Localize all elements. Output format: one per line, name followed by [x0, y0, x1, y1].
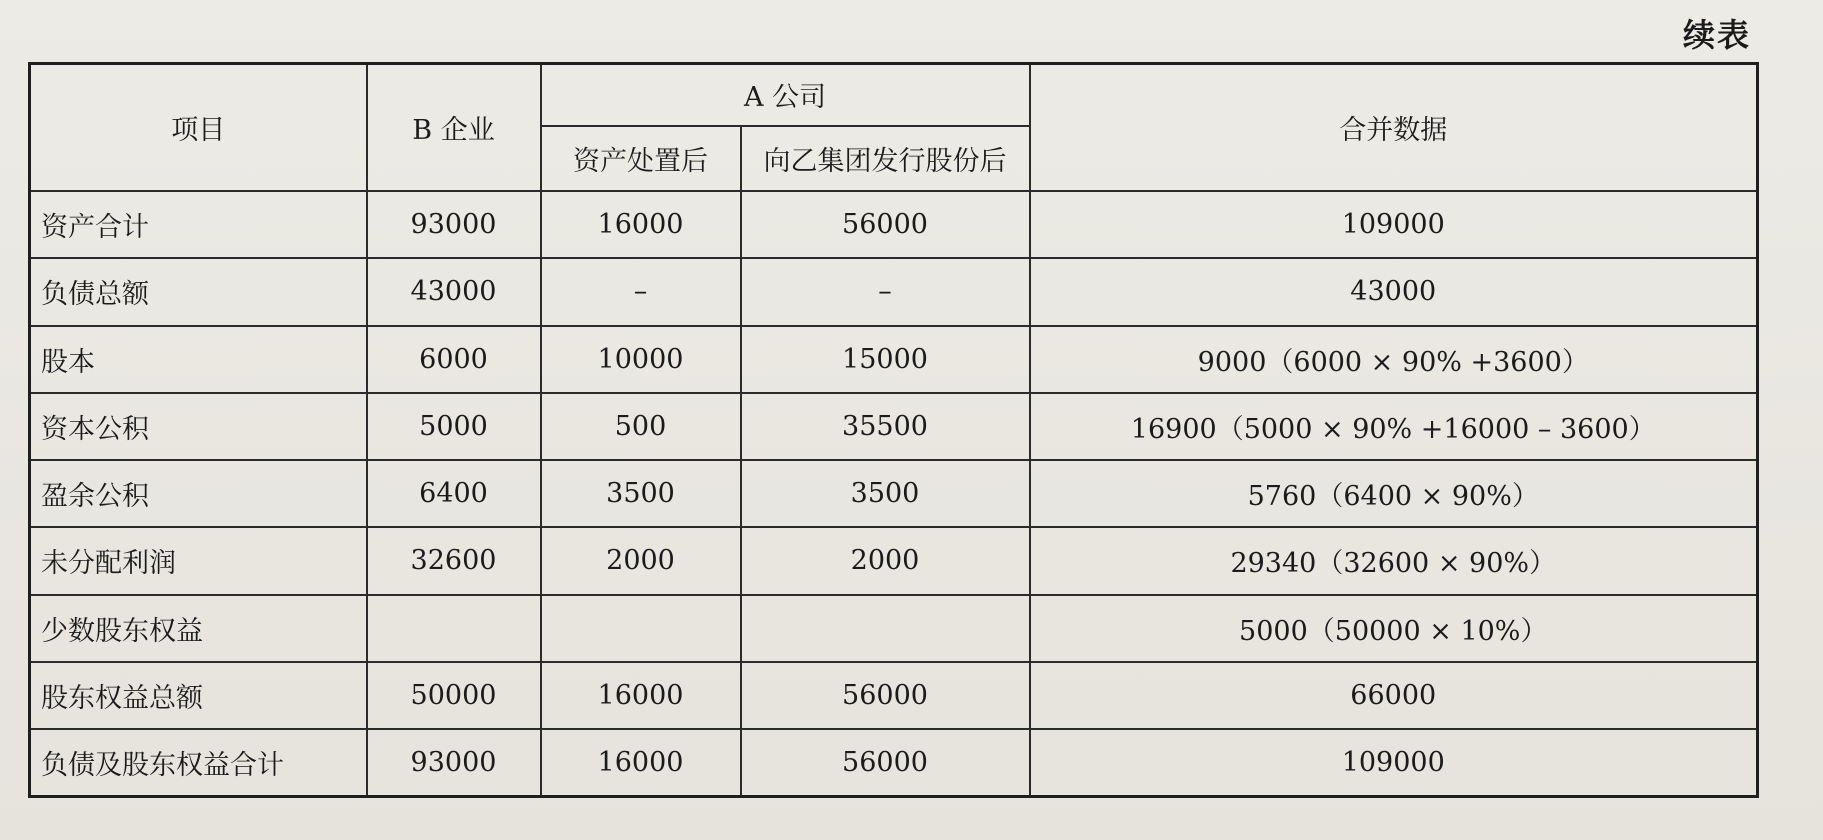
table-row	[30, 662, 1758, 729]
row-issue-value: 3500	[741, 460, 1030, 527]
header-after-disposal: 资产处置后	[541, 126, 741, 191]
row-merged-value: 16900（5000 × 90% +16000 – 3600）	[1030, 393, 1758, 460]
row-issue-value: 56000	[741, 191, 1030, 258]
row-disposal-value: 3500	[541, 460, 741, 527]
header-after-issue: 向乙集团发行股份后	[741, 126, 1030, 191]
row-b-value: 6400	[367, 460, 541, 527]
row-b-value: 50000	[367, 662, 541, 729]
row-disposal-value: 16000	[541, 191, 741, 258]
row-item: 资产合计	[30, 191, 367, 258]
row-merged-value: 109000	[1030, 191, 1758, 258]
header-row-1	[30, 64, 1758, 126]
header-merged: 合并数据	[1030, 64, 1758, 192]
row-item: 负债及股东权益合计	[30, 729, 367, 796]
row-item: 未分配利润	[30, 527, 367, 594]
table-row	[30, 393, 1758, 460]
row-issue-value: 56000	[741, 729, 1030, 796]
row-disposal-value	[541, 595, 741, 662]
row-disposal-value: 16000	[541, 662, 741, 729]
table-row	[30, 258, 1758, 325]
header-a-company: A 公司	[541, 64, 1030, 126]
row-disposal-value: 2000	[541, 527, 741, 594]
header-b-company: B 企业	[367, 64, 541, 192]
row-merged-value: 9000（6000 × 90% +3600）	[1030, 326, 1758, 393]
row-b-value: 5000	[367, 393, 541, 460]
row-merged-value: 66000	[1030, 662, 1758, 729]
table-row	[30, 191, 1758, 258]
row-issue-value: 35500	[741, 393, 1030, 460]
row-b-value: 93000	[367, 191, 541, 258]
row-b-value: 6000	[367, 326, 541, 393]
row-disposal-value: 500	[541, 393, 741, 460]
row-item: 股本	[30, 326, 367, 393]
row-b-value: 43000	[367, 258, 541, 325]
row-issue-value: –	[741, 258, 1030, 325]
row-issue-value: 2000	[741, 527, 1030, 594]
table-row	[30, 729, 1758, 796]
row-issue-value: 56000	[741, 662, 1030, 729]
row-merged-value: 109000	[1030, 729, 1758, 796]
row-b-value	[367, 595, 541, 662]
header-item: 项目	[30, 64, 367, 192]
row-disposal-value: 16000	[541, 729, 741, 796]
table-row	[30, 326, 1758, 393]
row-issue-value: 15000	[741, 326, 1030, 393]
row-item: 负债总额	[30, 258, 367, 325]
row-issue-value	[741, 595, 1030, 662]
table-row	[30, 595, 1758, 662]
row-merged-value: 5760（6400 × 90%）	[1030, 460, 1758, 527]
row-merged-value: 43000	[1030, 258, 1758, 325]
row-merged-value: 29340（32600 × 90%）	[1030, 527, 1758, 594]
row-b-value: 93000	[367, 729, 541, 796]
row-disposal-value: –	[541, 258, 741, 325]
table-row	[30, 527, 1758, 594]
row-disposal-value: 10000	[541, 326, 741, 393]
row-item: 少数股东权益	[30, 595, 367, 662]
row-item: 资本公积	[30, 393, 367, 460]
row-merged-value: 5000（50000 × 10%）	[1030, 595, 1758, 662]
row-b-value: 32600	[367, 527, 541, 594]
consolidation-table	[28, 62, 1759, 798]
table-row	[30, 460, 1758, 527]
continued-label: 续表	[1682, 16, 1751, 54]
row-item: 盈余公积	[30, 460, 367, 527]
row-item: 股东权益总额	[30, 662, 367, 729]
